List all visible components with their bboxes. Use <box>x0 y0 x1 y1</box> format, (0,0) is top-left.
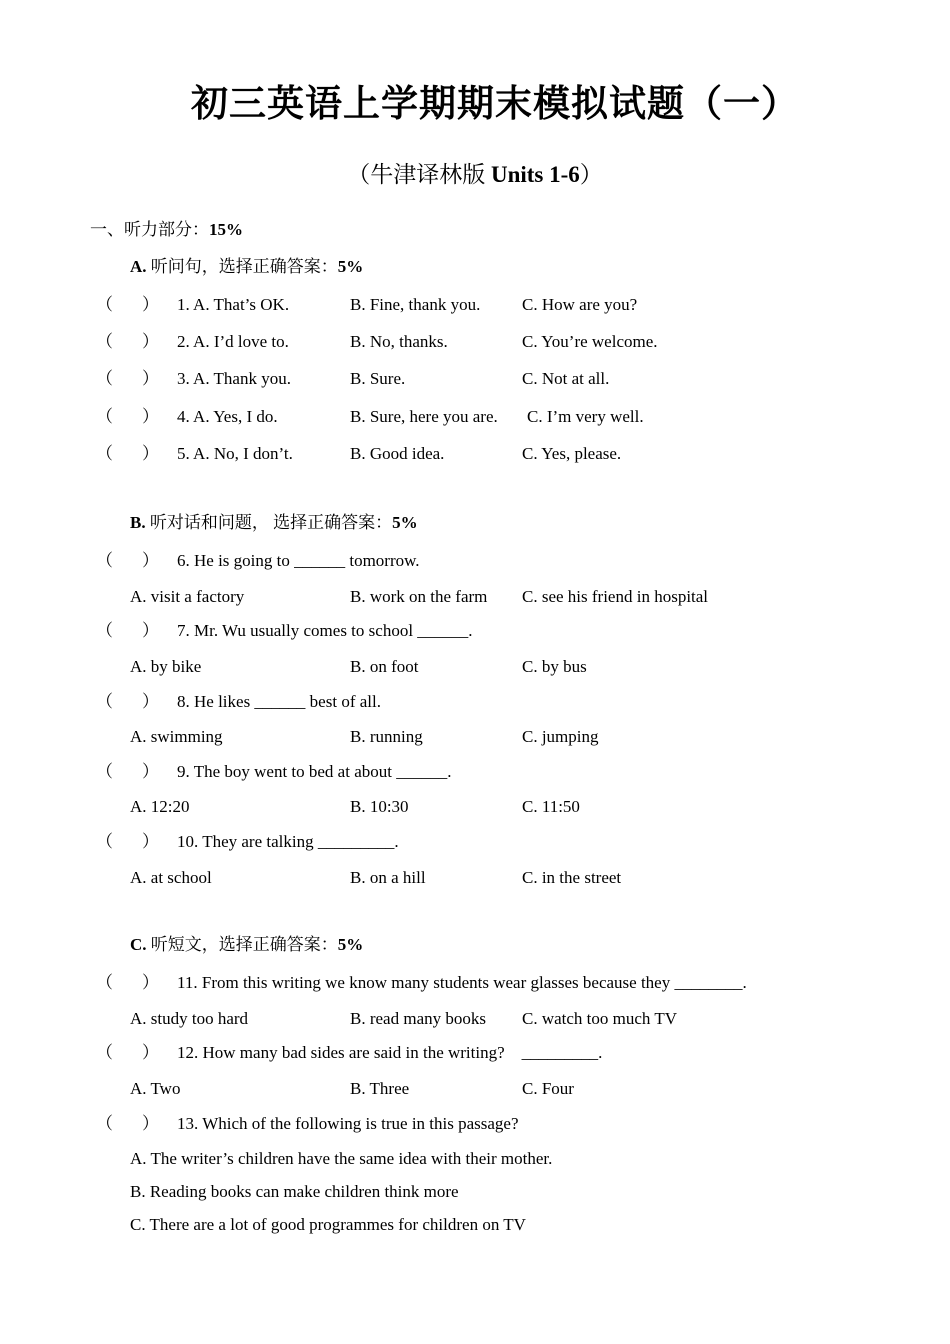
question-6-option-b: B. work on the farm <box>350 587 488 606</box>
question-10-option-b: B. on a hill <box>350 868 426 887</box>
answer-blank-close: ） <box>142 332 159 351</box>
question-13-text: 13. Which of the following is true in this passage? <box>177 1114 519 1133</box>
subtitle-units: Units 1-6 <box>490 162 580 187</box>
page-title: 初三英语上学期期末模拟试题（一） <box>191 84 799 125</box>
answer-blank-close: ） <box>142 407 159 426</box>
section-b-label: 听对话和问题， 选择正确答案： <box>145 513 393 532</box>
question-4-option-c: C. I’m very well. <box>527 407 644 426</box>
question-9-option-a: A. 12:20 <box>130 797 190 816</box>
answer-blank-close: ） <box>142 1043 159 1062</box>
question-12-option-c: C. Four <box>522 1079 574 1098</box>
section-b-letter: B. <box>130 513 146 532</box>
question-6-text: 6. He is going to ______ tomorrow. <box>177 551 420 570</box>
answer-blank-close: ） <box>142 551 159 570</box>
section-c-label: 听短文，选择正确答案： <box>146 935 338 954</box>
answer-blank-open[interactable]: （ <box>96 295 113 314</box>
answer-blank-open[interactable]: （ <box>96 332 113 351</box>
answer-blank-open[interactable]: （ <box>96 407 113 426</box>
section-b-heading <box>130 514 418 531</box>
question-13-option-b: B. Reading books can make children think more <box>130 1182 459 1201</box>
section-a-score: 5% <box>337 257 364 276</box>
answer-blank-close: ） <box>142 369 159 388</box>
subtitle-suffix: ） <box>579 162 603 187</box>
question-12-option-b: B. Three <box>350 1079 410 1098</box>
question-8-option-a: A. swimming <box>130 727 223 746</box>
question-13-option-c: C. There are a lot of good programmes for children on TV <box>130 1215 526 1234</box>
part1-heading <box>90 221 243 238</box>
question-10-text: 10. They are talking _________. <box>177 832 399 851</box>
answer-blank-open[interactable]: （ <box>96 1043 113 1062</box>
answer-blank-open[interactable]: （ <box>96 973 113 992</box>
question-11-option-a: A. study too hard <box>130 1009 249 1028</box>
question-10-option-a: A. at school <box>130 868 212 887</box>
answer-blank-close: ） <box>142 973 159 992</box>
question-4-option-b: B. Sure, here you are. <box>350 407 498 426</box>
question-2-option-c: C. You’re welcome. <box>522 332 658 351</box>
question-9-text: 9. The boy went to bed at about ______. <box>177 762 452 781</box>
answer-blank-close: ） <box>142 295 159 314</box>
question-3-option-c: C. Not at all. <box>522 369 610 388</box>
question-8-option-b: B. running <box>350 727 423 746</box>
answer-blank-open[interactable]: （ <box>96 1114 113 1133</box>
question-11-option-c: C. watch too much TV <box>522 1009 678 1028</box>
question-10-option-c: C. in the street <box>522 868 622 887</box>
answer-blank-close: ） <box>142 832 159 851</box>
section-a-label: 听问句，选择正确答案： <box>146 257 338 276</box>
question-7-option-a: A. by bike <box>130 657 202 676</box>
answer-blank-open[interactable]: （ <box>96 369 113 388</box>
answer-blank-open[interactable]: （ <box>96 692 113 711</box>
question-2-text: 2. A. I’d love to. <box>177 332 289 351</box>
answer-blank-close: ） <box>142 692 159 711</box>
subtitle-prefix: （牛津译林版 <box>347 162 491 187</box>
question-6-option-c: C. see his friend in hospital <box>522 587 709 606</box>
section-b-score: 5% <box>392 513 418 532</box>
question-12-option-a: A. Two <box>130 1079 181 1098</box>
question-3-text: 3. A. Thank you. <box>177 369 291 388</box>
question-13-option-a: A. The writer’s children have the same idea with their mother. <box>130 1149 553 1168</box>
part1-score: 15% <box>209 220 243 239</box>
answer-blank-open[interactable]: （ <box>96 621 113 640</box>
part1-label: 一、听力部分： <box>90 220 209 239</box>
answer-blank-close: ） <box>142 621 159 640</box>
question-7-text: 7. Mr. Wu usually comes to school ______. <box>177 621 473 640</box>
question-4-text: 4. A. Yes, I do. <box>177 407 278 426</box>
question-1-text: 1. A. That’s OK. <box>177 295 290 314</box>
question-8-text: 8. He likes ______ best of all. <box>177 692 381 711</box>
question-5-option-c: C. Yes, please. <box>522 444 622 463</box>
question-11-text: 11. From this writing we know many students wear glasses because they ________. <box>177 973 747 992</box>
question-12-text: 12. How many bad sides are said in the writing? _________. <box>177 1043 603 1062</box>
answer-blank-open[interactable]: （ <box>96 444 113 463</box>
question-9-option-b: B. 10:30 <box>350 797 409 816</box>
answer-blank-open[interactable]: （ <box>96 551 113 570</box>
answer-blank-close: ） <box>142 1114 159 1133</box>
section-c-score: 5% <box>337 935 364 954</box>
question-5-text: 5. A. No, I don’t. <box>177 444 293 463</box>
answer-blank-open[interactable]: （ <box>96 762 113 781</box>
question-5-option-b: B. Good idea. <box>350 444 445 463</box>
question-8-option-c: C. jumping <box>522 727 599 746</box>
section-c-letter: C. <box>130 935 147 954</box>
question-3-option-b: B. Sure. <box>350 369 406 388</box>
answer-blank-close: ） <box>142 444 159 463</box>
page-subtitle <box>0 163 950 186</box>
question-1-option-c: C. How are you? <box>522 295 638 314</box>
section-a-letter: A. <box>130 257 147 276</box>
question-6-option-a: A. visit a factory <box>130 587 245 606</box>
question-7-option-c: C. by bus <box>522 657 587 676</box>
question-7-option-b: B. on foot <box>350 657 419 676</box>
question-1-option-b: B. Fine, thank you. <box>350 295 481 314</box>
answer-blank-close: ） <box>142 762 159 781</box>
answer-blank-open[interactable]: （ <box>96 832 113 851</box>
section-c-heading <box>130 936 363 953</box>
section-a-heading <box>130 258 363 275</box>
question-11-option-b: B. read many books <box>350 1009 486 1028</box>
question-9-option-c: C. 11:50 <box>522 797 580 816</box>
question-2-option-b: B. No, thanks. <box>350 332 448 351</box>
